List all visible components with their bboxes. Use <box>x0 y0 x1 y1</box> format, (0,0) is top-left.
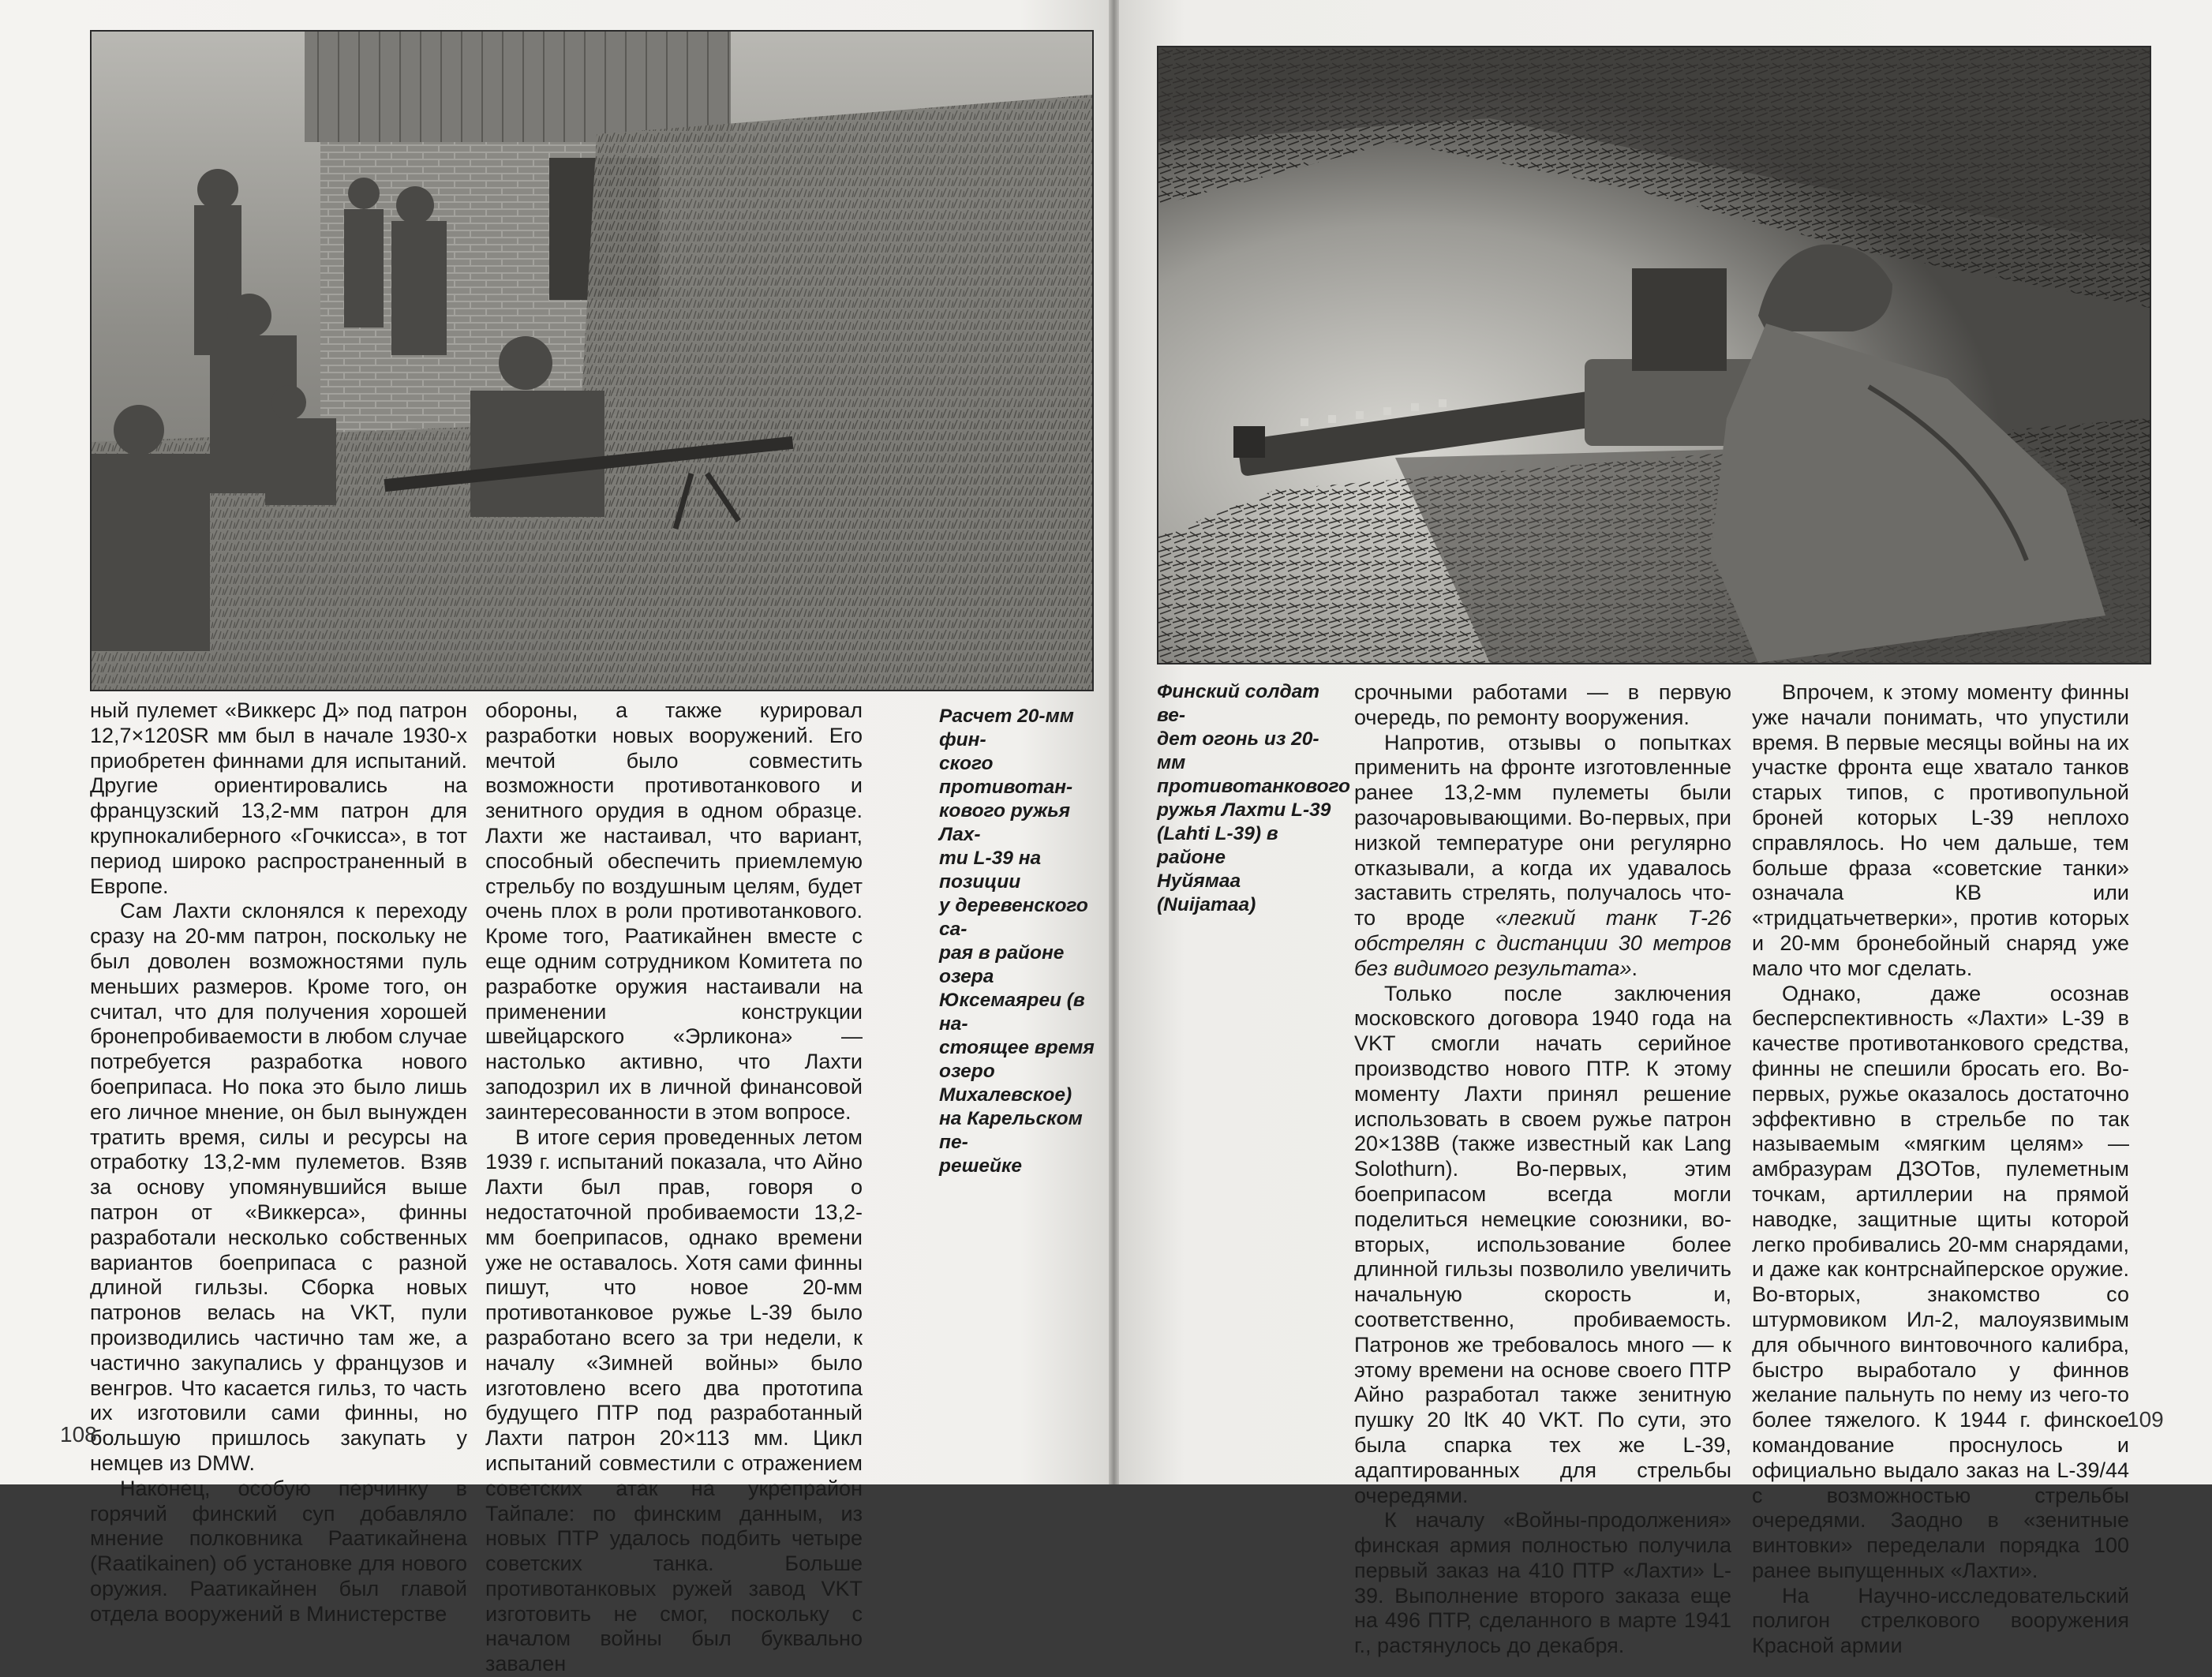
caption-line: у деревенского са- <box>939 895 1088 940</box>
quote-italic: «легкий танк Т-26 обстрелян с дистанции 30 метров без видимого результата» <box>1354 906 1732 980</box>
book-gutter <box>1109 0 1119 1484</box>
caption-line: Финский солдат ве- <box>1157 681 1320 726</box>
paragraph: обороны, а также курировал разработки новых вооружений. Его мечтой было совместить возможности противотанкового и зенитного орудия в одном образце. Лахти же настаивал, что вариант, способный обеспечить приемлемую стрельбу по воздушным целям, будет очень плох в роли противотанкового. Кроме того, Раатикайнен вместе с еще одним сотрудником Комитета по разработке оружия настаивали на применении конструкции швейцарского «Эрликона» — настолько активно, что Лахти заподозрил их в личной финансовой заинтересованности в этом вопросе. <box>485 698 863 1124</box>
right-column-1 <box>1354 680 1731 1659</box>
page-number-right: 109 <box>2127 1407 2164 1432</box>
photo-left <box>90 30 1094 691</box>
caption-line: ружья Лахти L-39 <box>1157 799 1331 821</box>
paragraph: Наконец, особую перчинку в горячий финский суп добавляло мнение полковника Раатикайнена (Raatikainen) об установке для нового оружия. Раатикайнен был главой отдела вооружений в Министерстве <box>90 1476 467 1626</box>
page-number-left: 108 <box>60 1422 97 1447</box>
caption-line: решейке <box>939 1155 1023 1177</box>
photo-soldiers-at-barn-icon <box>92 32 1092 690</box>
caption-line: ского противотан- <box>939 753 1073 798</box>
caption-line: рая в районе озера <box>939 942 1065 987</box>
right-page <box>1119 0 2212 1658</box>
caption-line: стоящее время <box>939 1037 1095 1058</box>
paragraph: Впрочем, к этому моменту финны уже начали понимать, что упустили время. В первые месяцы войны на их участке фронта еще хватало танков старых типов, с противопульной броней которых L-39 неплохо справлялось. Но чем дальше, тем больше фраза «советские танки» означала КВ или «тридцатьчетверки», против которых и 20-мм бронебойный снаряд уже мало что мог сделать. <box>1752 680 2129 980</box>
paragraph: Однако, даже осознав бесперспективность «Лахти» L-39 в качестве противотанкового средства, финны не спешили бросать его. Во-первых, ружье оказалось достаточно эффективно в стрельбе по так называемым «мягким целям» — амбразурам ДЗОТов, пулеметным точкам, артиллерии на прямой наводке, защитные щиты которой легко пробивались 20-мм снарядами, и даже как контрснайперское оружие. Во-вторых, знакомство со штурмовиком Ил-2, малоуязвимым для обычного винтовочного калибра, быстро выработало у финнов желание пальнуть по нему из чего-то более тяжелого. К 1944 г. финское командование проснулось и официально выдало заказ на L-39/44 с возможностью стрельбы очередями. Заодно в «зенитные винтовки» переделали порядка 100 ранее выпущенных «Лахти». <box>1752 981 2129 1582</box>
caption-line: Расчет 20-мм фин- <box>939 706 1074 751</box>
paragraph-text: Напротив, отзывы о попытках применить на фронте изготовленные ранее 13,2-мм пулеметы были разочаровывающими. Во-первых, при низкой температуре они регулярно отказывали, а когда их удавалось заставить стрелять, получалось что-то вроде <box>1354 730 1731 930</box>
left-photo-caption <box>939 705 1109 1178</box>
paragraph: К началу «Войны-продолжения» финская армия полностью получила первый заказ на 410 ПТР «Лахти» L-39. Выполнение второго заказа еще на 496 ПТР, сделанного в марте 1941 г., растянулось до декабря. <box>1354 1508 1731 1658</box>
caption-line: Нуйямаа (Nuijamaa) <box>1157 870 1256 915</box>
paragraph <box>1354 731 1731 982</box>
photo-right <box>1157 46 2151 664</box>
paragraph-text: . <box>1631 956 1638 980</box>
left-column-2 <box>485 698 863 1677</box>
left-column-1 <box>90 698 467 1626</box>
paragraph: На Научно-исследовательский полигон стрелкового вооружения Красной армии <box>1752 1583 2129 1658</box>
caption-line: дет огонь из 20-мм <box>1157 728 1319 773</box>
photo-finnish-soldier-icon <box>1158 47 2150 663</box>
caption-line: озеро Михалевское) <box>939 1061 1072 1106</box>
caption-line: противотанкового <box>1157 776 1350 797</box>
paragraph: Сам Лахти склонялся к переходу сразу на 20-мм патрон, поскольку не был доволен возможностями пуль меньших размеров. Кроме того, он считал, что для получения хорошей бронепробиваемости в любом случае потребуется разработка нового боеприпаса. Но пока это было лишь его личное мнение, он был вынужден тратить время, силы и ресурсы на отработку 13,2-мм пулеметов. Взяв за основу упомянувшийся выше патрон от «Виккерса», финны разработали несколько собственных вариантов боеприпаса с разной длиной гильзы. Сборка новых патронов велась на VKT, пули производились частично там же, а частично закупались у французов и венгров. Что касается гильз, то часть их изготовили сами финны, но большую пришлось закупать у немцев из DMW. <box>90 899 467 1475</box>
right-column-2 <box>1752 680 2129 1659</box>
right-photo-caption <box>1157 680 1350 917</box>
caption-line: ти L-39 на позиции <box>939 848 1042 893</box>
caption-line: Юксемаяреи (в на- <box>939 990 1085 1035</box>
caption-line: на Карельском пе- <box>939 1108 1083 1153</box>
caption-line: (Lahti L-39) в районе <box>1157 823 1278 868</box>
paragraph: В итоге серия проведенных летом 1939 г. испытаний показала, что Айно Лахти был прав, говоря о недостаточной пробиваемости 13,2-мм боеприпасов, однако времени уже не оставалось. Хотя сами финны пишут, что новое 20-мм противотанковое ружье L-39 было разработано всего за три недели, к началу «Зимней войны» было изготовлено всего два прототипа будущего ПТР под разработанный Лахти патрон 20×113 мм. Цикл испытаний совместили с отражением советских атак на укрепрайон Тайпале: по финским данным, из новых ПТР удалось подбить четыре советских танка. Больше противотанковых ружей завод VKT изготовить не смог, поскольку с началом войны был буквально завален <box>485 1125 863 1676</box>
paragraph: срочными работами — в первую очередь, по ремонту вооружения. <box>1354 680 1731 729</box>
paragraph: ный пулемет «Виккерс Д» под патрон 12,7×120SR мм был в начале 1930-х приобретен финнами для испытаний. Другие ориентировались на французский 13,2-мм патрон для крупнокалиберного «Гочкисса», в тот период широко распространенный в Европе. <box>90 698 467 898</box>
caption-line: кового ружья Лах- <box>939 800 1071 845</box>
paragraph: Только после заключения московского договора 1940 года на VKT смогли начать серийное производство нового ПТР. К этому моменту Лахти принял решение использовать в своем ружье патрон 20×138В (также известный как Lang Solothurn). Во-первых, этим боеприпасом всегда могли поделиться немецкие союзники, во-вторых, использование более длинной гильзы позволило увеличить начальную скорость и, соответственно, пробиваемость. Патронов же требовалось много — к этому времени на основе своего ПТР Айно разработал также зенитную пушку 20 ltK 40 VKT. По сути, это была спарка тех же L-39, адаптированных для стрельбы очередями. <box>1354 981 1731 1507</box>
